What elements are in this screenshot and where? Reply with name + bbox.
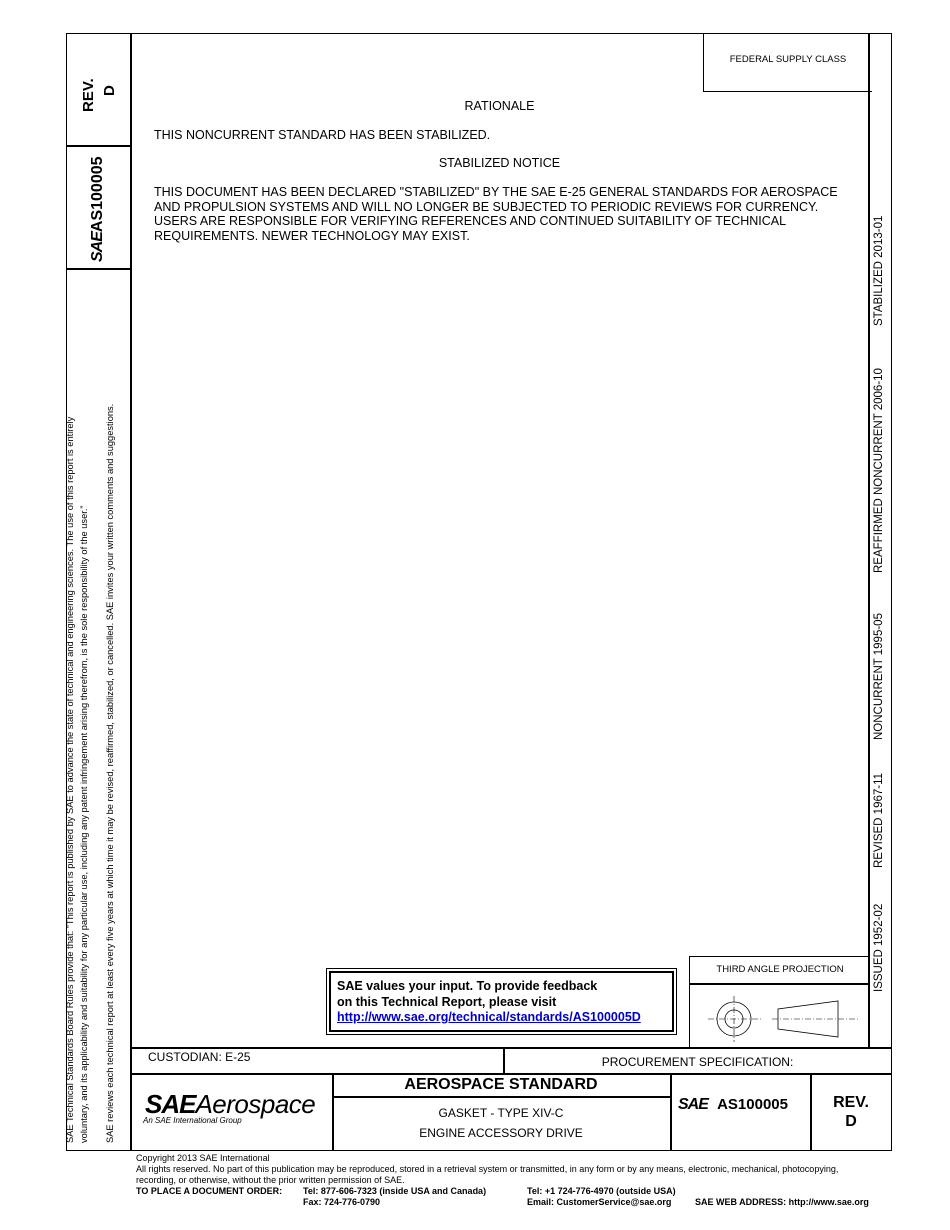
- history-reaffirmed: REAFFIRMED NONCURRENT 2006-10: [873, 368, 885, 573]
- feedback-line2: on this Technical Report, please visit: [337, 994, 557, 1009]
- header-rev-value: D: [101, 85, 118, 96]
- title-divider: [670, 1073, 672, 1151]
- title-block-row-divider: [130, 1073, 892, 1075]
- third-angle-projection-icon: [698, 991, 864, 1045]
- side-notice-line1: SAE Technical Standards Board Rules provide that: “This report is published by SAE to advance the state of technical and engineering sciences. The use of this report is entirely: [65, 416, 75, 1143]
- notice-heading: STABILIZED NOTICE: [438, 156, 561, 170]
- part-line2: ENGINE ACCESSORY DRIVE: [419, 1126, 583, 1140]
- history-issued: ISSUED 1952-02: [873, 903, 885, 992]
- title-subdivider: [332, 1096, 670, 1098]
- header-doc-number: [88, 156, 108, 262]
- right-column-divider: [868, 33, 870, 1048]
- header-rev-label: REV.: [80, 78, 97, 112]
- docnum-box-divider: [66, 268, 130, 270]
- title-doc-number-text: AS100005: [717, 1096, 788, 1113]
- tel-intl: Tel: +1 724-776-4970 (outside USA): [527, 1186, 676, 1196]
- procurement-label: PROCUREMENT SPECIFICATION:: [601, 1055, 794, 1069]
- feedback-line1: SAE values your input. To provide feedback: [337, 979, 598, 993]
- federal-supply-class-box: [703, 33, 872, 92]
- feedback-box: [329, 971, 674, 1032]
- title-block-left: [130, 1047, 132, 1151]
- projection-label: THIRD ANGLE PROJECTION: [716, 964, 844, 975]
- footer: [136, 1153, 838, 1186]
- projection-box: [689, 956, 870, 1048]
- logo-sae: SAE: [145, 1089, 196, 1119]
- notice-line: THIS DOCUMENT HAS BEEN DECLARED "STABILIZED" BY THE SAE E-25 GENERAL STANDARDS FOR AEROSPACE: [154, 185, 838, 199]
- header-doc-number-text: AS100005: [89, 156, 106, 233]
- title-doc-number: [678, 1096, 788, 1114]
- notice-line: USERS ARE RESPONSIBLE FOR VERIFYING REFERENCES AND CONTINUED SUITABILITY OF TECHNICAL: [154, 214, 787, 228]
- title-rev: [810, 1093, 892, 1131]
- rationale-heading: RATIONALE: [464, 99, 535, 113]
- footer-rights2: recording, or otherwise, without the prior written permission of SAE.: [136, 1175, 405, 1185]
- logo-aerospace: Aerospace: [195, 1089, 316, 1119]
- history-noncurrent: NONCURRENT 1995-05: [873, 613, 885, 740]
- footer-copyright: Copyright 2013 SAE International: [136, 1153, 270, 1163]
- feedback-link[interactable]: http://www.sae.org/technical/standards/AS100005D: [337, 1010, 641, 1024]
- standard-title: AEROSPACE STANDARD: [404, 1076, 598, 1093]
- title-rev-label: REV.: [833, 1094, 869, 1111]
- projection-divider: [690, 983, 870, 985]
- title-block-top: [130, 1047, 892, 1049]
- logo-sub: An SAE International Group: [143, 1116, 242, 1125]
- part-line1: GASKET - TYPE XIV-C: [438, 1106, 564, 1120]
- notice-line: REQUIREMENTS. NEWER TECHNOLOGY MAY EXIST.: [154, 228, 470, 243]
- title-rev-value: D: [845, 1113, 857, 1130]
- rev-box-divider: [66, 145, 130, 147]
- tel-usa: Tel: 877-606-7323 (inside USA and Canada): [303, 1186, 487, 1196]
- history-stabilized: STABILIZED 2013-01: [873, 215, 885, 326]
- sae-logo-mark: SAE: [89, 232, 106, 262]
- email-link[interactable]: Email: CustomerService@sae.org: [527, 1197, 672, 1207]
- title-sae-mark: SAE: [678, 1096, 708, 1113]
- history-revised: REVISED 1967-11: [873, 772, 885, 868]
- order-label: TO PLACE A DOCUMENT ORDER:: [136, 1186, 283, 1196]
- left-column-divider: [130, 33, 132, 1048]
- fax: Fax: 724-776-0790: [303, 1197, 381, 1207]
- notice-line: AND PROPULSION SYSTEMS AND WILL NO LONGER BE SUBJECTED TO PERIODIC REVIEWS FOR CURRENCY.: [154, 199, 819, 214]
- footer-rights1: All rights reserved. No part of this publication may be reproduced, stored in a retrieval system or transmitted, in any form or by any means, electronic, mechanical, photocopying,: [136, 1164, 839, 1174]
- rationale-text: THIS NONCURRENT STANDARD HAS BEEN STABILIZED.: [154, 128, 491, 142]
- side-notice-line3: SAE reviews each technical report at least every five years at which time it may be revised, reaffirmed, stabilized, or cancelled. SAE invites your written comments and suggestions.: [105, 403, 115, 1143]
- side-notice-line2: voluntary, and its applicability and suitability for any particular use, including any patent infringement arising therefrom, is the sole responsibility of the user.”: [79, 505, 89, 1143]
- notice-paragraph: [154, 185, 838, 243]
- federal-supply-class-label: FEDERAL SUPPLY CLASS: [729, 54, 847, 65]
- web-address-link[interactable]: SAE WEB ADDRESS: http://www.sae.org: [695, 1197, 869, 1207]
- custodian-label: CUSTODIAN: E-25: [148, 1050, 251, 1064]
- sae-aerospace-logo: [145, 1089, 315, 1125]
